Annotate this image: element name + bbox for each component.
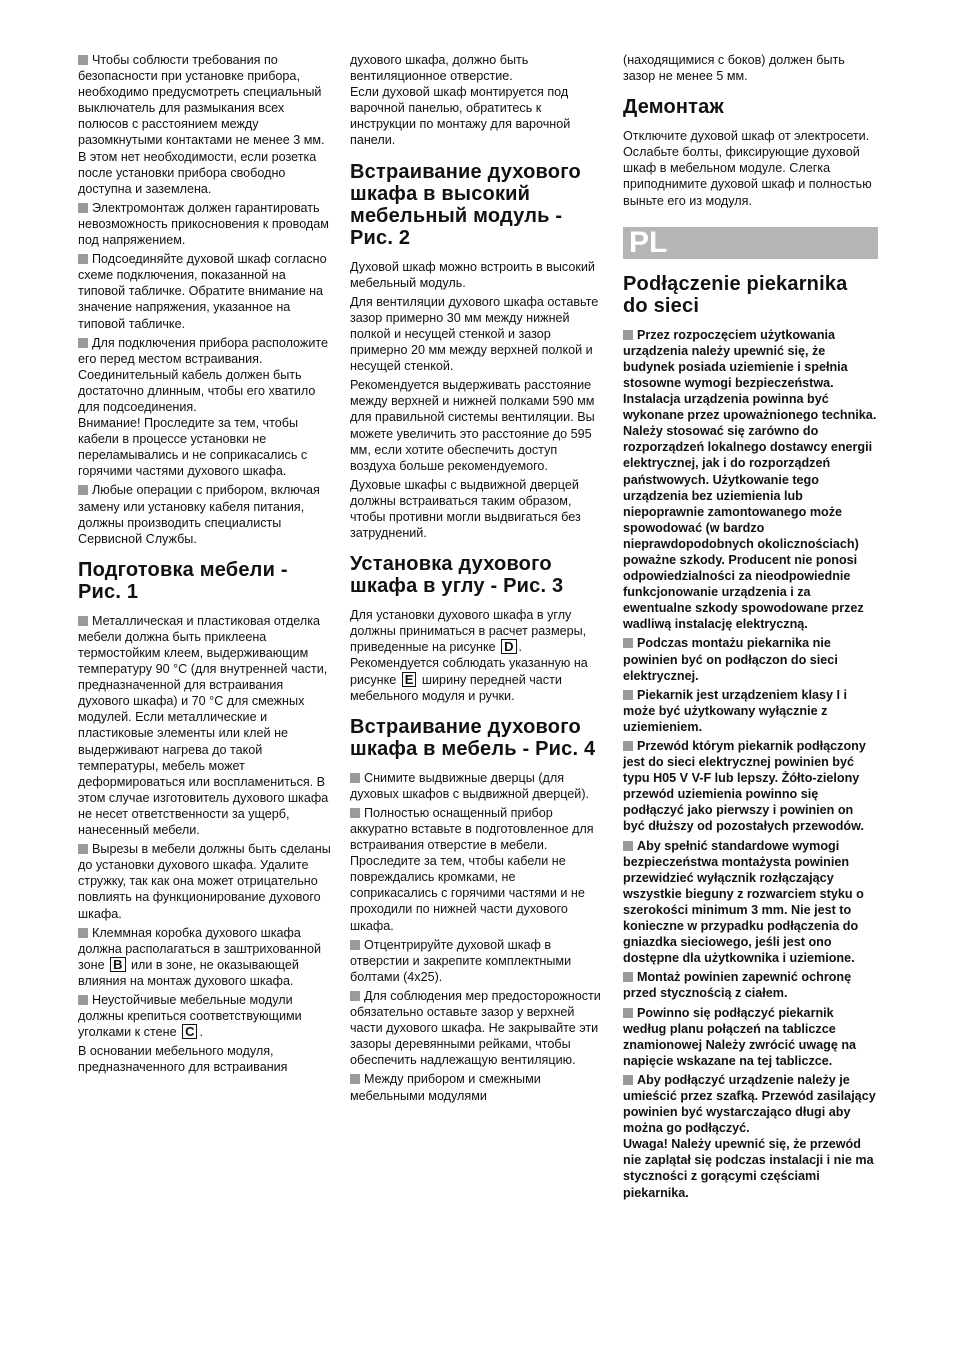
- paragraph-text: Вырезы в мебели должны быть сделаны до установки духового шкафа. Удалите стружку, так как она может отрицательно повлиять на функционирование духового шкафа.: [78, 842, 331, 921]
- paragraph: Внимание! Проследите за тем, чтобы кабели в процессе установки не переламывались и не соприкасались с горячими частями духового шкафа.: [78, 416, 308, 479]
- paragraph-text: Podczas montażu piekarnika nie powinien być on podłączon do sieci elektrycznej.: [623, 636, 838, 683]
- paragraph-text: Отцентрируйте духовой шкаф в отверстии и закрепите комплектными болтами (4x25).: [350, 937, 572, 984]
- bullet-square-icon: [78, 995, 88, 1005]
- figure-ref-b: B: [110, 957, 125, 972]
- figure-ref-d: D: [501, 639, 516, 654]
- paragraph: [623, 838, 878, 967]
- paragraph: В основании мебельного модуля, предназначенного для встраивания: [78, 1044, 288, 1075]
- bullet-square-icon: [78, 203, 88, 213]
- paragraph: [623, 738, 878, 835]
- paragraph: духового шкафа, должно быть вентиляционное отверстие.: [350, 53, 529, 84]
- bullet-square-icon: [623, 741, 633, 751]
- bullet-square-icon: [623, 1075, 633, 1085]
- figure-ref-c: C: [182, 1024, 197, 1039]
- paragraph-text: Клеммная коробка духового шкафа должна располагаться в заштрихованной зоне: [78, 925, 322, 972]
- paragraph-text: .: [199, 1025, 203, 1040]
- section-heading: Подготовка мебели - Рис. 1: [78, 558, 288, 603]
- paragraph: [78, 482, 333, 546]
- paragraph-text: Подсоединяйте духовой шкаф согласно схеме подключения, показанной на типовой табличке. Обратите внимание на значение напряжения, указанное на типовой табличке.: [78, 252, 327, 331]
- bullet-square-icon: [78, 55, 88, 65]
- paragraph-text: Montaż powinien zapewnić ochronę przed stycznością z ciałem.: [623, 970, 852, 1001]
- column-2: [350, 52, 606, 1107]
- paragraph: [350, 805, 606, 934]
- paragraph-text: Неустойчивые мебельные модули должны крепиться соответствующими уголками к стене: [78, 992, 302, 1040]
- bullet-square-icon: [350, 808, 360, 818]
- section-heading: Демонтаж: [623, 96, 724, 119]
- bullet-square-icon: [623, 638, 633, 648]
- paragraph: [623, 687, 878, 735]
- paragraph-text: Металлическая и пластиковая отделка мебели должна быть приклеена термостойким клеем, выдерживающим температуру 90 °C (для внутренней части, предназначенной для встраивания духового шкафа) и 70 °C для смежных модулей. Если металлические и пластиковые элементы или клей не выдерживают нагрева до такой температуры, мебель может деформироваться или воспламениться. В этом случае изготовитель духового шкафа не несет ответственности за ущерб, нанесенный мебели.: [78, 613, 329, 838]
- bullet-square-icon: [623, 972, 633, 982]
- paragraph-text: Любые операции с прибором, включая замену или установку кабеля питания, должны производить специалисты Сервисной Службы.: [78, 483, 320, 546]
- paragraph: [350, 988, 606, 1068]
- section-heading: Установка духового шкафа в углу - Рис. 3: [350, 553, 564, 598]
- paragraph: Если духовой шкаф монтируется под варочной панелью, обратитесь к инструкции по монтажу для варочной панели.: [350, 85, 571, 148]
- paragraph-text: Aby spełnić standardowe wymogi bezpieczeństwa montażysta powinien przewidzieć wyłącznik rozłączający wszystkie bieguny z rozwarciem styku o szerokości minimum 3 mm. Nie jest to konieczne w przypadku podłączenia do gniazdka sieciowego, jeśli jest ono dostępne dla użytkownika i uziemione.: [623, 838, 864, 966]
- paragraph: [623, 1005, 878, 1069]
- bullet-square-icon: [623, 1008, 633, 1018]
- paragraph-text: Между прибором и смежными мебельными модулями: [350, 1072, 541, 1103]
- paragraph-text: Piekarnik jest urządzeniem klasy I i może być użytkowany wyłącznie z uziemieniem.: [623, 687, 847, 734]
- paragraph: Рекомендуется выдерживать расстояние между верхней и нижней полками 590 мм для правильной системы вентиляции. Вы можете увеличить это расстояние до 595 мм, если хотите обеспечить доступ воздуха больше рекомендуемого.: [350, 378, 595, 473]
- paragraph: [350, 937, 606, 985]
- paragraph-text: Przewód którym piekarnik podłączony jest do sieci elektrycznej powinien być typu H05 V V-F lub lepszy. Żółto-zielony przewód uziemienia powinno się podłączyć jako pierwszy i powinien on być dłuższy od pozostałych przewodów.: [623, 739, 866, 834]
- paragraph-text: Электромонтаж должен гарантировать невозможность прикосновения к проводам под напряжением.: [78, 200, 329, 248]
- bullet-square-icon: [350, 991, 360, 1001]
- paragraph: Духовой шкаф можно встроить в высокий мебельный модуль.: [350, 259, 595, 290]
- polish-section: [623, 327, 878, 1201]
- paragraph-text: Для соблюдения мер предосторожности обязательно оставьте зазор у верхней части духового шкафа. Не закрывайте эти зазоры деревянными рейками, чтобы обеспечить надлежащую вентиляцию.: [350, 988, 601, 1068]
- bullet-square-icon: [78, 616, 88, 626]
- bullet-square-icon: [78, 844, 88, 854]
- bullet-square-icon: [78, 254, 88, 264]
- paragraph: [78, 992, 333, 1040]
- bullet-square-icon: [350, 940, 360, 950]
- paragraph: Отключите духовой шкаф от электросети. Ослабьте болты, фиксирующие духовой шкаф в мебельном модуле. Слегка приподнимите духовой шкаф и полностью выньте его из модуля.: [623, 129, 872, 208]
- bullet-square-icon: [350, 773, 360, 783]
- paragraph-text: Aby podłączyć urządzenie należy je umieścić przez szafką. Przewód zasilający powinien być wystarczająco długi aby można go podłączyć.: [623, 1072, 876, 1136]
- column-1: [78, 52, 333, 1078]
- language-bar-pl: PL: [623, 227, 878, 259]
- bullet-square-icon: [350, 1074, 360, 1084]
- paragraph-text: Чтобы соблюсти требования по безопасности при установке прибора, необходимо предусмотреть специальный выключатель для размыкания всех полюсов с расстоянием между разомкнутыми контактами не менее 3 мм. В этом нет необходимости, если розетка после установки прибора свободно доступна и заземлена.: [78, 53, 325, 196]
- bullet-square-icon: [78, 928, 88, 938]
- paragraph: Uwaga! Należy upewnić się, że przewód nie zaplątał się podczas instalacji i nie ma styczności z gorącymi częściami piekarnika.: [623, 1137, 874, 1200]
- paragraph: [78, 925, 333, 989]
- paragraph: Для вентиляции духового шкафа оставьте зазор примерно 30 мм между нижней полкой и несущей стенкой и зазор примерно 20 мм между верхней полкой и несущей стенкой.: [350, 294, 599, 374]
- paragraph: [623, 1072, 878, 1136]
- section-heading: Встраивание духового шкафа в высокий мебельный модуль - Рис. 2: [350, 160, 581, 249]
- paragraph: [623, 969, 878, 1001]
- paragraph: Духовые шкафы с выдвижной дверцей должны встраиваться таким образом, чтобы противни могли выдвигаться без затруднений.: [350, 477, 581, 541]
- paragraph: (находящимися с боков) должен быть зазор не менее 5 мм.: [623, 53, 845, 84]
- paragraph-text: Для подключения прибора расположите его перед местом встраивания. Соединительный кабель должен быть достаточно длинным, чтобы его хватило для подсоединения.: [78, 335, 329, 414]
- paragraph: [78, 335, 333, 415]
- paragraph-text: Przez rozpoczęciem użytkowania urządzenia należy upewnić się, że budynek posiada uziemienie i spełnia stosowne wymogi bezpieczeństwa. Instalacja urządzenia powinna być wykonane przez upoważnionego technika. Należy stosować się zarówno do rozporządzeń lokalnego dostawcy energii elektrycznej, jak i do rozporządzeń państwowych. Użytkowanie tego urządzenia bez uziemienia lub niepoprawnie zamontowanego może spowodować (w bardzo nieprawdopodobnych okolicznościach) poważne szkody. Producent nie ponosi odpowiedzialności za nieodpowiednie funkcjonowanie urządzenia i za ewentualne szkody spowodowane przez wadliwą instalację elektryczną.: [623, 327, 877, 632]
- bullet-square-icon: [78, 485, 88, 495]
- paragraph: [78, 841, 333, 921]
- section-heading: Podłączenie piekarnika do sieci: [623, 272, 848, 317]
- paragraph: [78, 613, 333, 838]
- paragraph-text: или в зоне, не оказывающей влияния на монтаж духового шкафа.: [78, 957, 299, 988]
- paragraph: [78, 52, 333, 197]
- paragraph-text: ширину передней части мебельного модуля и ручки.: [350, 672, 562, 703]
- bullet-square-icon: [78, 338, 88, 348]
- section-heading: Встраивание духового шкафа в мебель - Рис. 4: [350, 715, 596, 760]
- figure-ref-e: E: [402, 672, 417, 687]
- paragraph-text: Полностью оснащенный прибор аккуратно вставьте в подготовленное для встраивания отверстие в мебели. Проследите за тем, чтобы кабели не повреждались кромками, не соприкасались с горячими частями и не проходили по нижней части духового шкафа.: [350, 805, 594, 933]
- paragraph-text: . Рекомендуется соблюдать указанную на рисунке: [350, 640, 588, 687]
- paragraph-text: Для установки духового шкафа в углу должны приниматься в расчет размеры, приведенные на рисунке: [350, 608, 587, 655]
- column-3: [623, 52, 878, 1204]
- paragraph: [78, 200, 333, 248]
- paragraph: [623, 635, 878, 683]
- bullet-square-icon: [623, 690, 633, 700]
- paragraph: [78, 251, 333, 331]
- paragraph-text: Powinno się podłączyć piekarnik według planu połączeń na tabliczce znamionowej Należy zwrócić uwagę na napięcie wskazane na tej tabliczce.: [623, 1005, 857, 1068]
- bullet-square-icon: [623, 330, 633, 340]
- paragraph: [350, 607, 606, 704]
- bullet-square-icon: [623, 841, 633, 851]
- paragraph-text: Снимите выдвижные дверцы (для духовых шкафов с выдвижной дверцей).: [350, 770, 590, 801]
- paragraph: [350, 770, 606, 802]
- paragraph: [350, 1071, 606, 1103]
- paragraph: [623, 327, 878, 633]
